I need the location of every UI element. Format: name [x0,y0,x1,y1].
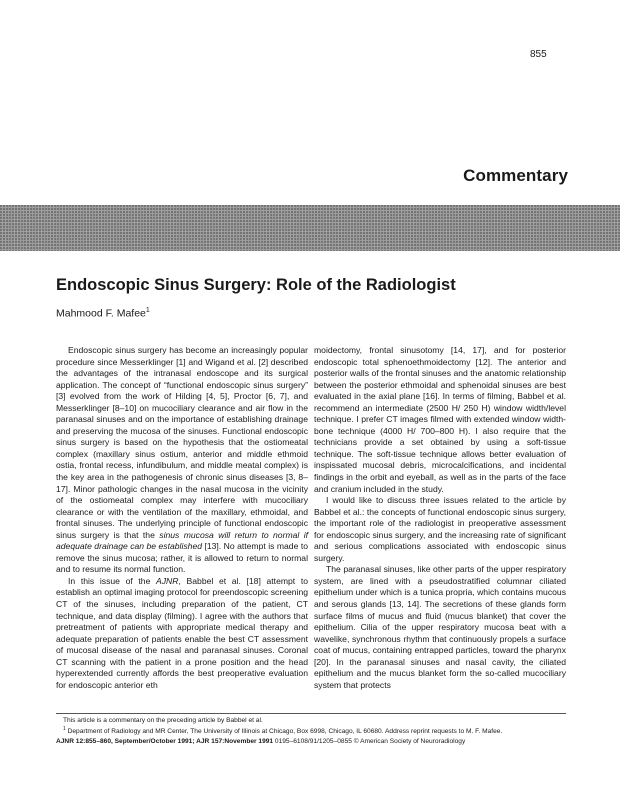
author-line [56,307,150,320]
body-column-right [314,345,566,691]
affiliation-text: Department of Radiology and MR Center, The University of Illinois at Chicago, Box 6998, Chicago, IL 60680. Address reprint requests to M. F. Mafee. [65,728,503,736]
section-heading: Commentary [463,166,568,185]
text-run: In this issue of the [68,575,157,586]
text-run: Endoscopic sinus surgery has become an increasingly popular procedure since Messerklinger [1] and Wigand et al. [2] described the advantages of the intranasal endoscope and its surgical application. The concept of “functional endoscopic sinus surgery” [3] evolved from the work of Hilding [4, 5], Proctor [6, 7], and Messerklinger [8–10] on mucociliary clearance and air flow in the paranasal sinuses and on the importance of establishing drainage and preserving the mucosa of the sinuses. Functional endoscopic sinus surgery is based on the hypothesis that the ostiomeatal complex (maxillary sinus ostium, anterior and middle ethmoid ostia, frontal recess, infundibulum, and middle meatal complex) is the key area in the pathogenesis of chronic sinus diseases [3, 8–17]. Minor pathologic changes in the nasal mucosa in the vicinity of the ostiomeatal complex may interfere with mucociliary clearance or with the ventilation of the maxillary, ethmoidal, and frontal sinuses. The underlying principle of functional endoscopic sinus surgery is that the [56,345,308,540]
halftone-banner [0,205,620,251]
body-column-left [56,345,308,691]
author-footnote-mark: 1 [145,307,150,314]
page-number: 855 [530,49,547,60]
paragraph [56,576,308,691]
text-run: [13]. No attempt is made to remove the sinus mucosa; rather, it is allowed to return to normal and to resume its normal function. [56,541,308,575]
paragraph: I would like to discuss three issues related to the article by Babbel et al.: the concepts of functional endoscopic sinus surgery, the important role of the radiologist in preoperative assessment for endoscopic sinus surgery, and the increasing rate of significant and serious complications associated with endoscopic sinus surgery. [314,495,566,563]
text-run: , Babbel et al. [18] attempt to establish an optimal imaging protocol for preendoscopic screening CT of the sinuses, including preparation of the patient, CT technique, and data display (filming). I agree with the authors that pretreatment of patients with appropriate medical therapy and adequate preparation of patients enable the best CT assessment of mucosal disease of the nasal and paranasal sinuses. Coronal CT scanning with the patient in a prone position and the head hyperextended currently affords the best preoperative evaluation for endoscopic anterior eth [56,575,308,690]
emphasis-text: sinus mucosa will return to normal if adequate drainage can be established [56,529,308,552]
footnote-divider [56,713,566,714]
journal-citation [56,737,465,746]
paragraph: The paranasal sinuses, like other parts of the upper respiratory system, are lined with a pseudostratified columnar ciliated epithelium under which is a tunica propria, which contains mucous and serous glands [13, 14]. The secretions of these glands form surface films of mucus and fluid (mucus blanket) that cover the epithelium. Cilia of the upper respiratory mucosa beat with a wavelike, synchronous rhythm that continuously propels a surface coat of mucus, containing entrapped particles, toward the pharynx [20]. In the paranasal sinuses and nasal cavity, the ciliated epithelium and the mucus blanket form the so-called mucociliary system that protects [314,564,566,690]
affiliation-footnote [63,725,502,736]
footnote-mark: 1 [63,726,66,732]
paragraph [56,345,308,576]
commentary-note: This article is a commentary on the preceding article by Babbel et al. [63,717,263,724]
journal-reference: AJNR 12:855–860, September/October 1991; AJR 157:November 1991 [56,738,274,745]
issn-line: 0195–6108/91/1205–0855 © American Society of Neuroradiology [273,738,466,745]
article-title: Endoscopic Sinus Surgery: Role of the Radiologist [56,276,456,294]
journal-name: AJNR [156,575,179,586]
paragraph: moidectomy, frontal sinusotomy [14, 17], and for posterior endoscopic total sphenoethmoidectomy [12]. The anterior and posterior walls of the frontal sinuses and the anatomic relationship between the posterior ethmoidal and sphenoidal sinuses are best evaluated in the axial plane [16]. In terms of filming, Babbel et al. recommend an intermediate (2500 H/ 250 H) window width/level technique. I prefer CT images filmed with extended window width-bone technique (4000 H/ 700–800 H). I also require that the technicians provide a set obtained by using a soft-tissue technique. The soft-tissue technique allows better evaluation of inspissated mucosal debris, microcalcifications, and incidental findings in the orbit and eyeball, as well as in the parts of the face and cranium included in the study. [314,345,566,494]
author-name: Mahmood F. Mafee [56,307,146,320]
